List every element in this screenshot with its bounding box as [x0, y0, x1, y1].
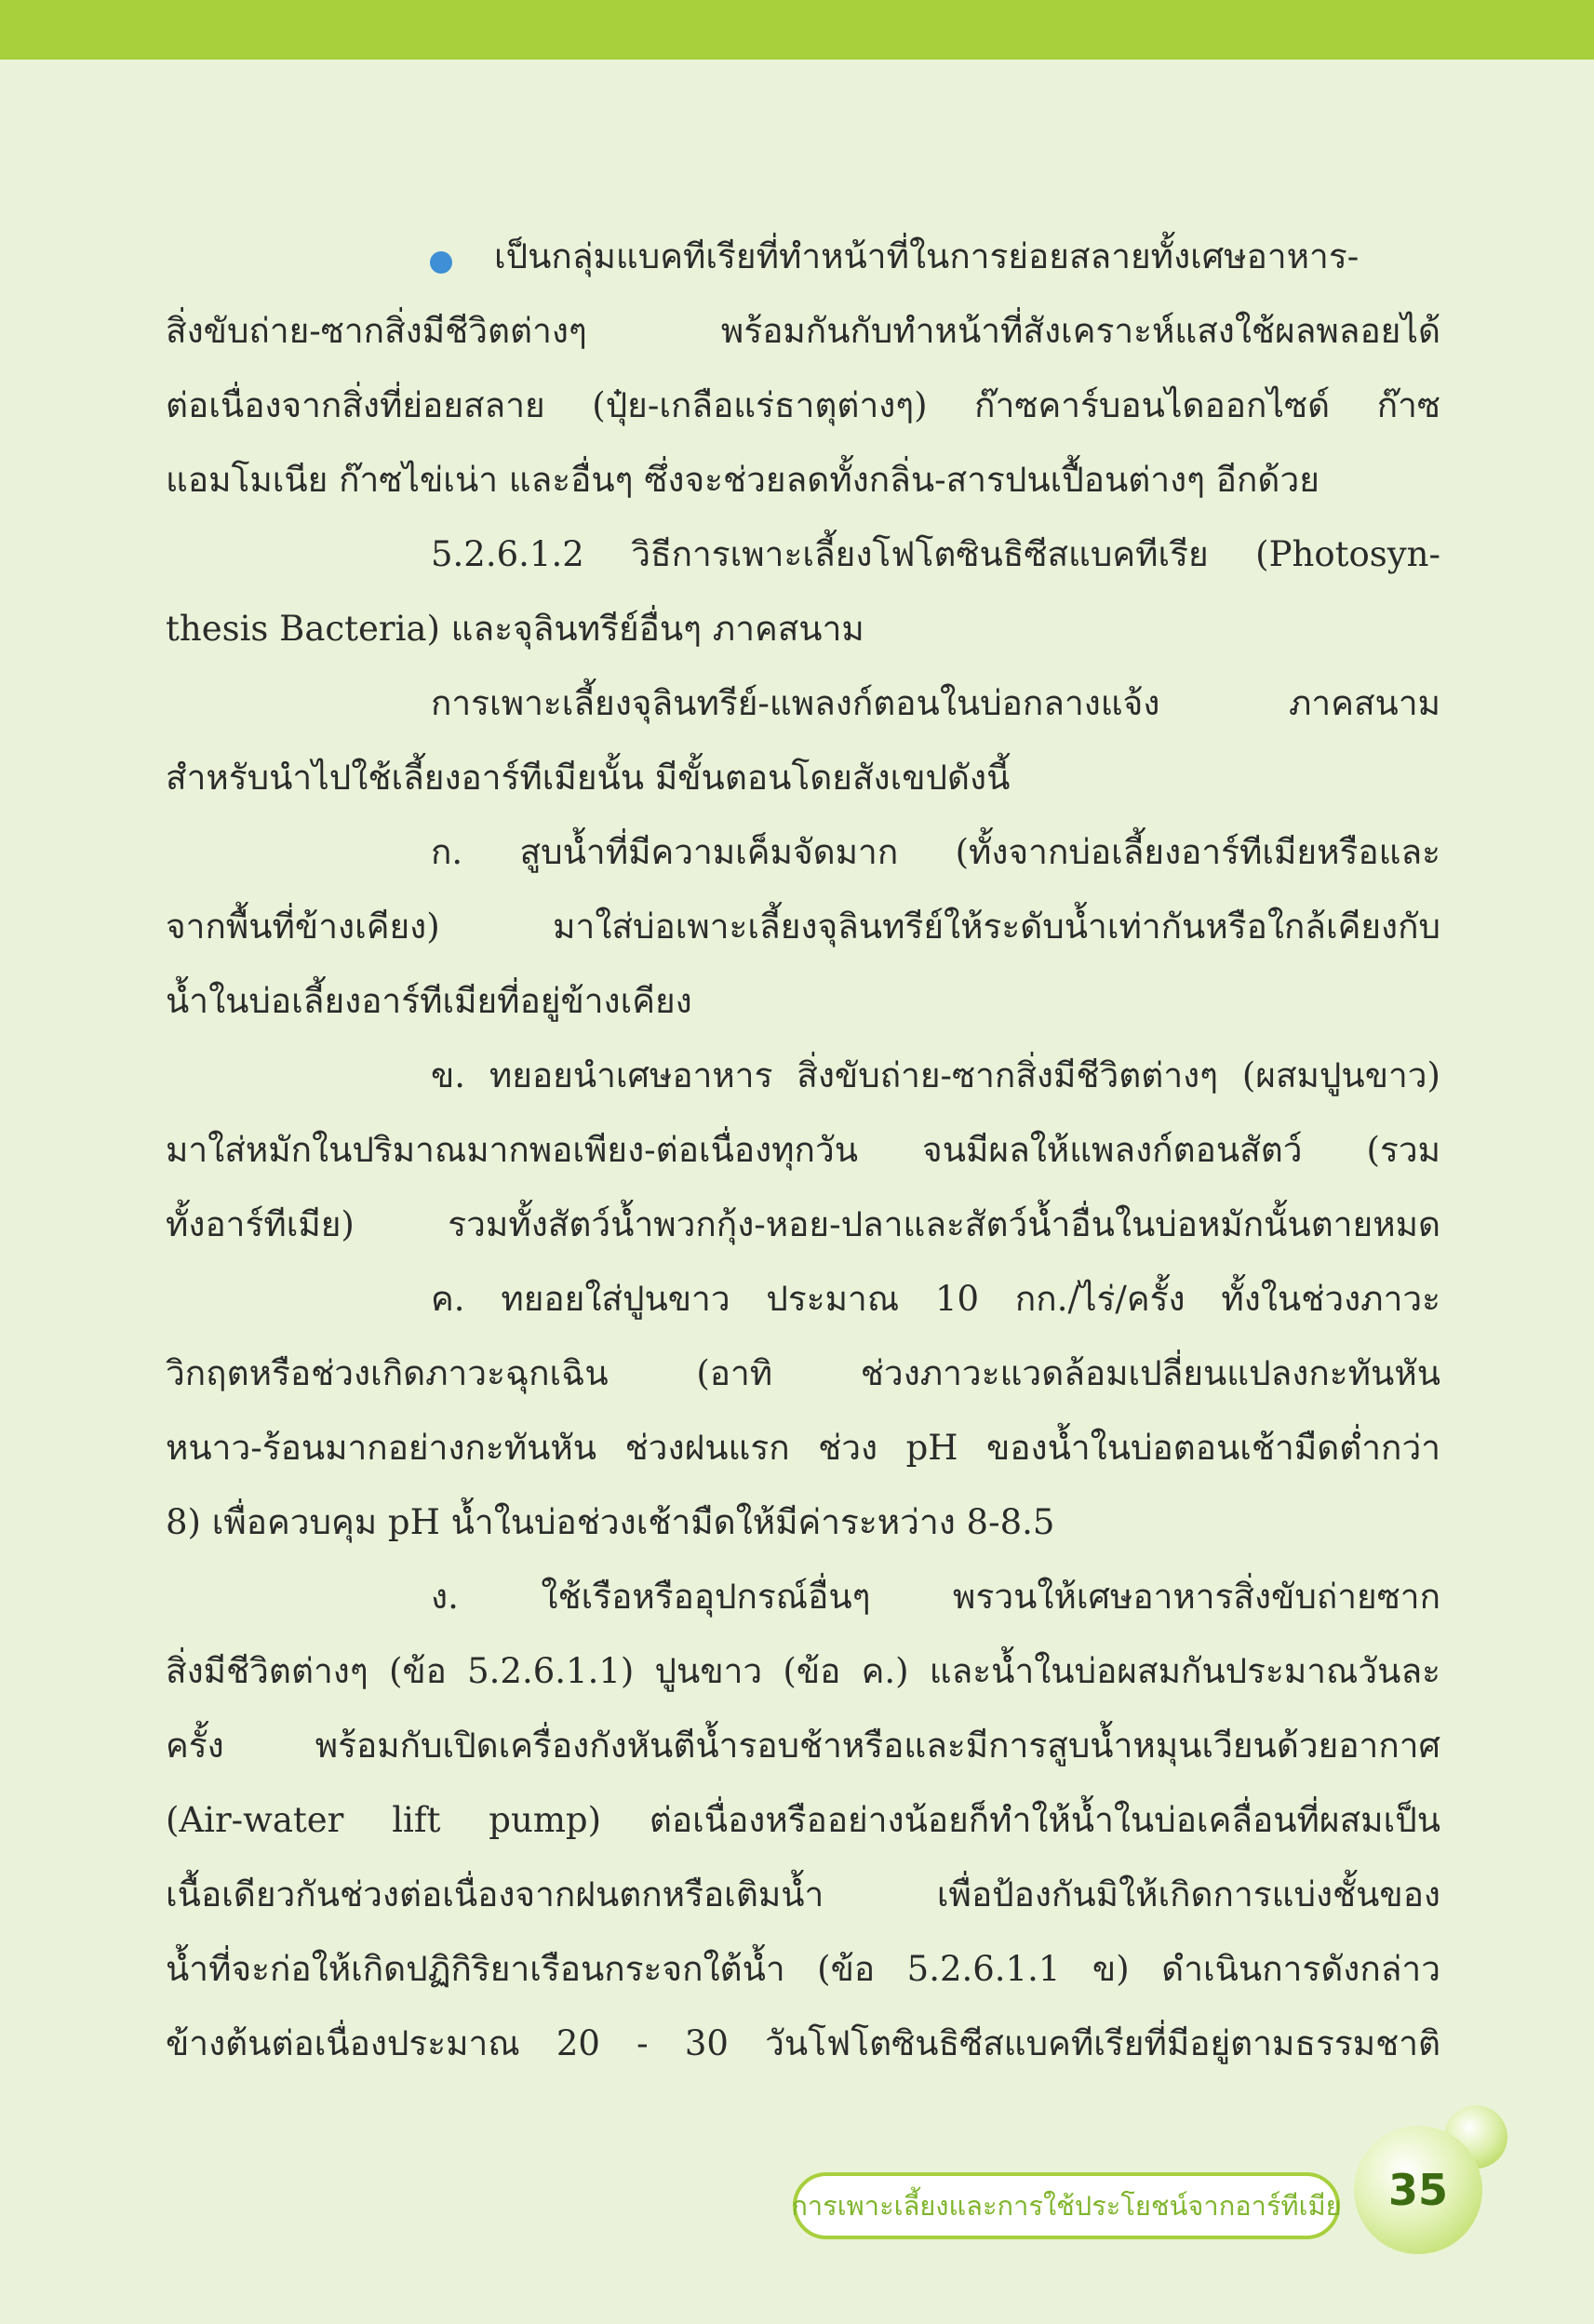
text-line-11: น้ำในบ่อเลี้ยงอาร์ทีเมียที่อยู่ข้างเคียง: [166, 981, 692, 1021]
text-line-15: ค. ทยอยใส่ปูนขาว ประมาณ 10 กก./ไร่/ครั้ง ทั้งในช่วงภาวะ: [431, 1279, 1440, 1319]
text-line-4: แอมโมเนีย ก๊าซไข่เน่า และอื่นๆ ซึ่งจะช่วยลดทั้งกลิ่น-สารปนเปื้อนต่างๆ อีกด้วย: [166, 460, 1319, 500]
bullet-dot-icon: [430, 251, 452, 274]
text-line-2: สิ่งขับถ่าย-ซากสิ่งมีชีวิตต่างๆ พร้อมกันกับทำหน้าที่สังเคราะห์แสงใช้ผลพลอยได้: [166, 311, 1440, 351]
text-line-21: ครั้ง พร้อมกับเปิดเครื่องกังหันตีน้ำรอบช้าหรือและมีการสูบน้ำหมุนเวียนด้วยอากาศ: [166, 1726, 1440, 1766]
text-line-12: ข. ทยอยนำเศษอาหาร สิ่งขับถ่าย-ซากสิ่งมีชีวิตต่างๆ (ผสมปูนขาว): [431, 1055, 1440, 1095]
text-line-22: (Air-water lift pump) ต่อเนื่องหรืออย่างน้อยก็ทำให้น้ำในบ่อเคลื่อนที่ผสมเป็น: [166, 1800, 1440, 1840]
text-line-5: 5.2.6.1.2 วิธีการเพาะเลี้ยงโฟโตซินธิซีสแบคทีเรีย (Photosyn-: [431, 534, 1440, 574]
text-line-10: จากพื้นที่ข้างเคียง) มาใส่บ่อเพาะเลี้ยงจุลินทรีย์ให้ระดับน้ำเท่ากันหรือใกล้เคียงกับ: [166, 907, 1440, 947]
text-line-25: ข้างต้นต่อเนื่องประมาณ 20 - 30 วันโฟโตซินธิซีสแบคทีเรียที่มีอยู่ตามธรรมชาติ: [166, 2023, 1440, 2063]
text-line-8: สำหรับนำไปใช้เลี้ยงอาร์ทีเมียนั้น มีขั้นตอนโดยสังเขปดังนี้: [166, 758, 1011, 798]
text-line-18: 8) เพื่อควบคุม pH น้ำในบ่อช่วงเช้ามืดให้มีค่าระหว่าง 8-8.5: [166, 1502, 1055, 1542]
footer-book-title: การเพาะเลี้ยงและการใช้ประโยชน์จากอาร์ทีเมีย: [791, 2190, 1342, 2222]
text-line-3: ต่อเนื่องจากสิ่งที่ย่อยสลาย (ปุ๋ย-เกลือแร่ธาตุต่างๆ) ก๊าซคาร์บอนไดออกไซด์ ก๊าซ: [166, 385, 1440, 425]
text-line-9: ก. สูบน้ำที่มีความเค็มจัดมาก (ทั้งจากบ่อเลี้ยงอาร์ทีเมียหรือและ: [431, 832, 1440, 872]
text-line-1: เป็นกลุ่มแบคทีเรียที่ทำหน้าที่ในการย่อยสลายทั้งเศษอาหาร-: [166, 220, 1440, 294]
top-accent-bar: [0, 0, 1594, 60]
text-line-17: หนาว-ร้อนมากอย่างกะทันหัน ช่วงฝนแรก ช่วง pH ของน้ำในบ่อตอนเช้ามืดต่ำกว่า: [166, 1428, 1440, 1468]
page-number-badge: [1354, 2126, 1482, 2254]
text-line-20: สิ่งมีชีวิตต่างๆ (ข้อ 5.2.6.1.1) ปูนขาว (ข้อ ค.) และน้ำในบ่อผสมกันประมาณวันละ: [166, 1651, 1440, 1691]
page-number: 35: [1387, 2165, 1448, 2215]
text-line-7: การเพาะเลี้ยงจุลินทรีย์-แพลงก์ตอนในบ่อกลางแจ้ง ภาคสนาม: [431, 683, 1440, 723]
footer-book-title-pill: [793, 2172, 1340, 2239]
text-line-14: ทั้งอาร์ทีเมีย) รวมทั้งสัตว์น้ำพวกกุ้ง-หอย-ปลาและสัตว์น้ำอื่นในบ่อหมักนั้นตายหมด: [166, 1204, 1440, 1244]
text-line-23: เนื้อเดียวกันช่วงต่อเนื่องจากฝนตกหรือเติมน้ำ เพื่อป้องกันมิให้เกิดการแบ่งชั้นของ: [166, 1874, 1440, 1914]
text-line-6: thesis Bacteria) และจุลินทรีย์อื่นๆ ภาคสนาม: [166, 609, 864, 649]
text-line-19: ง. ใช้เรือหรืออุปกรณ์อื่นๆ พรวนให้เศษอาหารสิ่งขับถ่ายซาก: [431, 1577, 1440, 1617]
text-line-13: มาใส่หมักในปริมาณมากพอเพียง-ต่อเนื่องทุกวัน จนมีผลให้แพลงก์ตอนสัตว์ (รวม: [166, 1130, 1440, 1170]
text-line-16: วิกฤตหรือช่วงเกิดภาวะฉุกเฉิน (อาทิ ช่วงภาวะแวดล้อมเปลี่ยนแปลงกะทันหัน: [166, 1353, 1440, 1393]
text-line-24: น้ำที่จะก่อให้เกิดปฏิกิริยาเรือนกระจกใต้น้ำ (ข้อ 5.2.6.1.1 ข) ดำเนินการดังกล่าว: [166, 1949, 1440, 1989]
body-text: [166, 220, 1440, 2081]
